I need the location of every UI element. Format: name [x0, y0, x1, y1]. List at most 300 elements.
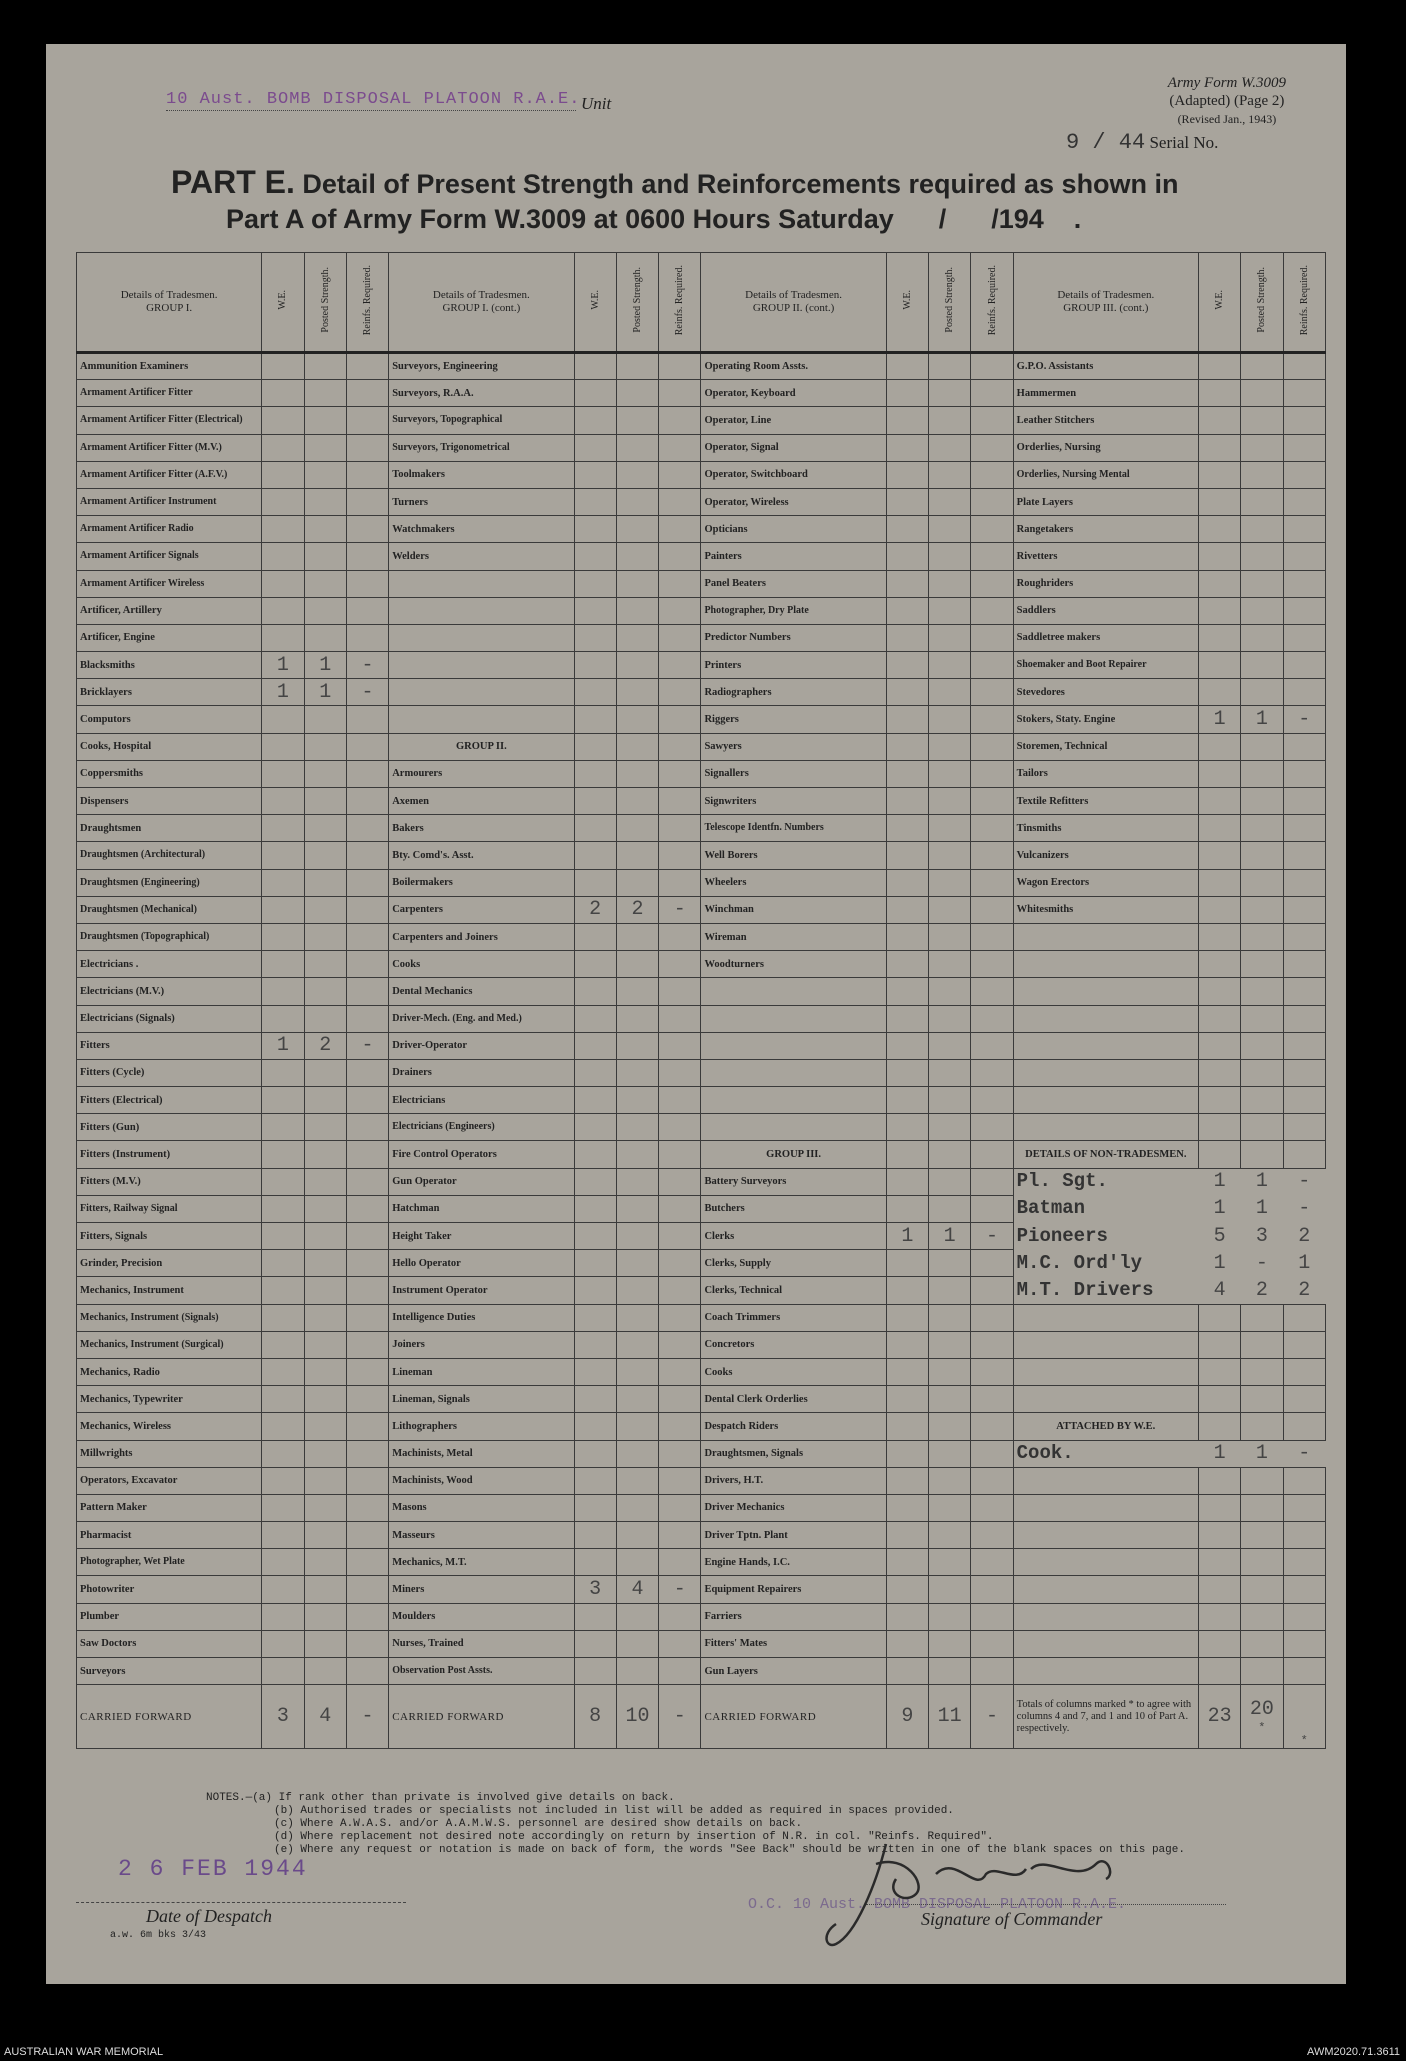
- reinfs-label: Reinfs. Required.: [362, 264, 374, 336]
- posted-value: [616, 353, 658, 380]
- posted-value: [304, 1304, 346, 1331]
- trade-name: Bricklayers: [77, 679, 262, 706]
- trade-name: [1013, 1331, 1198, 1358]
- reinfs-value: [346, 488, 388, 515]
- posted-value: [1241, 488, 1283, 515]
- we-value: [262, 488, 304, 515]
- trade-name: Orderlies, Nursing Mental: [1013, 461, 1198, 488]
- we-value: [262, 624, 304, 651]
- trade-name: Radiographers: [701, 679, 886, 706]
- we-value: [1198, 978, 1240, 1005]
- trade-name: Mechanics, Instrument (Signals): [77, 1304, 262, 1331]
- we-value: [262, 760, 304, 787]
- posted-value: [304, 1195, 346, 1222]
- we-value: 1: [1213, 1442, 1226, 1466]
- reinfs-value: [346, 1141, 388, 1168]
- posted-value: [929, 1603, 971, 1630]
- we-value: [886, 1549, 928, 1576]
- posted-value: [929, 1467, 971, 1494]
- trade-name: Boilermakers: [389, 869, 574, 896]
- posted-value: [1241, 869, 1283, 896]
- posted-value: [1241, 923, 1283, 950]
- trade-name: Stevedores: [1013, 679, 1198, 706]
- reinfs-value: [971, 353, 1013, 380]
- posted-value: [616, 1467, 658, 1494]
- reinfs-value: [971, 516, 1013, 543]
- reinfs-value: [971, 1331, 1013, 1358]
- posted-value: [1241, 1549, 1283, 1576]
- serial-value: 9 / 44: [1066, 130, 1146, 155]
- reinfs-value: [971, 407, 1013, 434]
- trade-name: [1013, 1658, 1198, 1685]
- trade-name: Mechanics, Instrument: [77, 1277, 262, 1304]
- posted-value: [304, 978, 346, 1005]
- totals-posted-value: 20: [1249, 1698, 1274, 1722]
- title-line-1: [171, 164, 1179, 201]
- reinfs-value: [971, 488, 1013, 515]
- cf-g3-posted: 11: [929, 1685, 971, 1749]
- trade-name: [389, 624, 574, 651]
- posted-value: [616, 1304, 658, 1331]
- we-value: 1: [1213, 1197, 1226, 1221]
- we-value: [574, 1114, 616, 1141]
- reinfs-value: [1283, 1059, 1325, 1086]
- posted-value: [1241, 1630, 1283, 1657]
- posted-value: [304, 380, 346, 407]
- we-value: [574, 1005, 616, 1032]
- note-line: (d) Where replacement not desired note accordingly on return by insertion of N.R. in col. "Reinfs. Required".: [274, 1831, 994, 1843]
- we-value: [886, 1059, 928, 1086]
- reinfs-value: [1283, 1522, 1325, 1549]
- posted-value: [616, 434, 658, 461]
- posted-value: [616, 1114, 658, 1141]
- trade-name: [1013, 1032, 1198, 1059]
- we-value: [574, 706, 616, 733]
- col-we: [886, 253, 928, 353]
- posted-value: [1241, 978, 1283, 1005]
- table-row: [77, 570, 1326, 597]
- posted-value: [616, 788, 658, 815]
- we-value: [886, 760, 928, 787]
- we-value: [574, 1195, 616, 1222]
- posted-value: [929, 760, 971, 787]
- posted-value: [1241, 1304, 1283, 1331]
- cf-g2-posted: 10: [616, 1685, 658, 1749]
- trade-name: Nurses, Trained: [389, 1630, 574, 1657]
- posted-label: Posted Strength.: [944, 267, 956, 333]
- posted-value: [929, 1277, 971, 1304]
- trade-name: [389, 679, 574, 706]
- trade-name: Riggers: [701, 706, 886, 733]
- we-label: W.E.: [277, 290, 289, 310]
- trade-name: Gun Layers: [701, 1658, 886, 1685]
- trade-name: Dental Mechanics: [389, 978, 574, 1005]
- we-value: [574, 1087, 616, 1114]
- trade-name: Intelligence Duties: [389, 1304, 574, 1331]
- reinfs-value: [1283, 1549, 1325, 1576]
- posted-value: [616, 516, 658, 543]
- reinfs-value: [346, 516, 388, 543]
- posted-value: [304, 1630, 346, 1657]
- reinfs-value: [1283, 815, 1325, 842]
- posted-value: [929, 951, 971, 978]
- posted-value: [1241, 1059, 1283, 1086]
- trade-name: Armament Artificer Fitter (A.F.V.): [77, 461, 262, 488]
- reinfs-value: [346, 1223, 388, 1250]
- trade-name: Grinder, Precision: [77, 1250, 262, 1277]
- reinfs-value: [1283, 353, 1325, 380]
- archive-right: AWM2020.71.3611: [1307, 2046, 1400, 2058]
- reinfs-value: [1283, 1467, 1325, 1494]
- reinfs-value: [346, 760, 388, 787]
- we-value: [886, 353, 928, 380]
- posted-value: [616, 1658, 658, 1685]
- posted-value: [616, 1440, 658, 1467]
- table-row: [77, 923, 1326, 950]
- we-value: [262, 1277, 304, 1304]
- we-value: [1198, 815, 1240, 842]
- trade-name: [1013, 951, 1198, 978]
- trade-name: Well Borers: [701, 842, 886, 869]
- trade-name: Stokers, Staty. Engine: [1013, 706, 1198, 733]
- reinfs-value: [659, 1386, 701, 1413]
- trade-name: Drivers, H.T.: [701, 1467, 886, 1494]
- note-line: (c) Where A.W.A.S. and/or A.A.M.W.S. personnel are desired show details on back.: [274, 1818, 803, 1830]
- posted-value: [929, 706, 971, 733]
- trade-name: Axemen: [389, 788, 574, 815]
- trade-name: Fitters (Gun): [77, 1114, 262, 1141]
- posted-value: [1241, 1576, 1283, 1603]
- trade-name: Whitesmiths: [1013, 896, 1198, 923]
- we-value: [574, 1331, 616, 1358]
- trade-name: Gun Operator: [389, 1168, 574, 1195]
- trade-name: Woodturners: [701, 951, 886, 978]
- reinfs-value: [971, 869, 1013, 896]
- reinfs-value: [659, 1494, 701, 1521]
- reinfs-value: [659, 1250, 701, 1277]
- we-value: [1198, 760, 1240, 787]
- we-value: [262, 1658, 304, 1685]
- col-posted: [929, 253, 971, 353]
- posted-value: [616, 1413, 658, 1440]
- trade-name: Fitters (M.V.): [77, 1168, 262, 1195]
- trade-name: Leather Stitchers: [1013, 407, 1198, 434]
- trade-name: [701, 1032, 886, 1059]
- posted-value: [304, 624, 346, 651]
- posted-value: 2: [616, 896, 658, 923]
- posted-value: [616, 652, 658, 679]
- trade-name: Batman: [1016, 1197, 1086, 1220]
- posted-value: [304, 488, 346, 515]
- trade-name: Draughtsmen (Architectural): [77, 842, 262, 869]
- we-value: [262, 1549, 304, 1576]
- reinfs-value: [659, 923, 701, 950]
- table-row: [77, 896, 1326, 923]
- posted-value: [929, 788, 971, 815]
- posted-value: 1: [304, 652, 346, 679]
- trade-name: [389, 597, 574, 624]
- reinfs-value: [346, 788, 388, 815]
- posted-value: [929, 1195, 971, 1222]
- we-value: [1198, 1141, 1240, 1168]
- posted-value: [616, 1223, 658, 1250]
- unit-label: Unit: [581, 94, 612, 113]
- table-row: [77, 706, 1326, 733]
- we-value: [886, 1386, 928, 1413]
- table-row: [77, 1467, 1326, 1494]
- trade-name: Lineman: [389, 1358, 574, 1385]
- reinfs-value: [971, 1195, 1013, 1222]
- reinfs-value: [659, 1413, 701, 1440]
- reinfs-value: [346, 353, 388, 380]
- posted-value: [304, 760, 346, 787]
- reinfs-value: [971, 1358, 1013, 1385]
- cf-g2-we: 8: [574, 1685, 616, 1749]
- form-adapted: (Adapted) (Page 2): [1169, 93, 1285, 109]
- we-value: [886, 407, 928, 434]
- reinfs-value: [346, 1440, 388, 1467]
- reinfs-value: [346, 1386, 388, 1413]
- reinfs-value: [1283, 1005, 1325, 1032]
- posted-value: [1241, 951, 1283, 978]
- posted-value: [616, 760, 658, 787]
- reinfs-value: [971, 1494, 1013, 1521]
- group-label: GROUP I.: [146, 302, 193, 314]
- we-value: [574, 570, 616, 597]
- reinfs-value: [346, 1005, 388, 1032]
- we-value: 2: [574, 896, 616, 923]
- reinfs-value: [659, 1603, 701, 1630]
- posted-value: [304, 1658, 346, 1685]
- posted-value: [304, 869, 346, 896]
- we-value: [574, 1032, 616, 1059]
- posted-value: [929, 1032, 971, 1059]
- reinfs-value: [971, 1386, 1013, 1413]
- posted-value: [929, 380, 971, 407]
- trade-name: [1013, 1576, 1198, 1603]
- posted-value: [304, 570, 346, 597]
- trade-name: Textile Refitters: [1013, 788, 1198, 815]
- trade-name: Machinists, Wood: [389, 1467, 574, 1494]
- reinfs-value: [1283, 1630, 1325, 1657]
- we-value: [574, 407, 616, 434]
- trade-name: Draughtsmen (Engineering): [77, 869, 262, 896]
- posted-value: [1241, 1494, 1283, 1521]
- reinfs-value: [346, 1630, 388, 1657]
- we-value: 1: [886, 1223, 928, 1250]
- reinfs-label: Reinfs. Required.: [1298, 264, 1310, 336]
- table-body: [77, 353, 1326, 1685]
- table-row: [77, 978, 1326, 1005]
- col-reinfs: [1283, 253, 1325, 353]
- we-value: [262, 1467, 304, 1494]
- reinfs-value: [971, 1440, 1013, 1467]
- we-value: [1198, 679, 1240, 706]
- we-value: [886, 1494, 928, 1521]
- we-label: W.E.: [901, 290, 913, 310]
- col-reinfs: [346, 253, 388, 353]
- we-value: [1198, 1005, 1240, 1032]
- trade-name: M.T. Drivers: [1016, 1278, 1154, 1301]
- trade-name: Lithographers: [389, 1413, 574, 1440]
- trade-name: Driver Tptn. Plant: [701, 1522, 886, 1549]
- reinfs-value: [1283, 1603, 1325, 1630]
- posted-value: [616, 380, 658, 407]
- trade-name: Wireman: [701, 923, 886, 950]
- we-value: [1198, 869, 1240, 896]
- posted-value: [1241, 733, 1283, 760]
- trade-name: Mechanics, Wireless: [77, 1413, 262, 1440]
- we-value: [574, 1603, 616, 1630]
- posted-value: [616, 1603, 658, 1630]
- reinfs-value: -: [346, 1032, 388, 1059]
- trade-name: Driver-Operator: [389, 1032, 574, 1059]
- table-row: [77, 543, 1326, 570]
- we-value: [886, 1467, 928, 1494]
- posted-value: [616, 1195, 658, 1222]
- reinfs-value: [659, 1005, 701, 1032]
- reinfs-value: [659, 706, 701, 733]
- trade-name: Operating Room Assts.: [701, 353, 886, 380]
- star-mark: *: [1258, 1721, 1266, 1736]
- we-value: [574, 1413, 616, 1440]
- trade-name: GROUP III.: [701, 1141, 886, 1168]
- reinfs-value: [346, 407, 388, 434]
- trade-name: Hammermen: [1013, 380, 1198, 407]
- reinfs-value: [346, 1331, 388, 1358]
- reinfs-value: [971, 652, 1013, 679]
- we-value: [1198, 733, 1240, 760]
- posted-value: [1241, 1331, 1283, 1358]
- table-row: [77, 1413, 1326, 1440]
- we-value: 1: [262, 679, 304, 706]
- posted-value: [304, 1250, 346, 1277]
- posted-value: [929, 1141, 971, 1168]
- trade-name: [701, 1087, 886, 1114]
- posted-value: [304, 1576, 346, 1603]
- reinfs-value: [659, 1549, 701, 1576]
- details-label: Details of Tradesmen.: [120, 289, 218, 301]
- we-value: [886, 516, 928, 543]
- reinfs-value: [1283, 1576, 1325, 1603]
- posted-value: [929, 652, 971, 679]
- we-value: [262, 815, 304, 842]
- reinfs-value: -: [1283, 706, 1325, 733]
- trade-name: Draughtsmen, Signals: [701, 1440, 886, 1467]
- we-value: [1198, 461, 1240, 488]
- we-value: [574, 978, 616, 1005]
- posted-value: 1: [1241, 706, 1283, 733]
- we-value: [1198, 570, 1240, 597]
- we-value: [262, 1195, 304, 1222]
- reinfs-value: [971, 597, 1013, 624]
- table-row: [77, 1522, 1326, 1549]
- reinfs-value: [659, 516, 701, 543]
- we-value: [262, 733, 304, 760]
- posted-value: [304, 353, 346, 380]
- carried-forward-label: CARRIED FORWARD: [701, 1685, 886, 1749]
- form-revised: (Revised Jan., 1943): [1177, 112, 1277, 126]
- posted-value: [304, 815, 346, 842]
- table-row: [77, 1549, 1326, 1576]
- posted-value: [929, 978, 971, 1005]
- trade-name: [1013, 1087, 1198, 1114]
- trade-name: [1013, 1603, 1198, 1630]
- posted-value: [929, 896, 971, 923]
- posted-value: 1: [1255, 1442, 1268, 1466]
- reinfs-value: [346, 706, 388, 733]
- posted-value: [1241, 1386, 1283, 1413]
- reinfs-value: [659, 1168, 701, 1195]
- we-label: W.E.: [589, 290, 601, 310]
- we-value: [1198, 1059, 1240, 1086]
- we-value: [886, 1114, 928, 1141]
- posted-value: [304, 1603, 346, 1630]
- we-value: 1: [1213, 1170, 1226, 1194]
- reinfs-value: [971, 679, 1013, 706]
- reinfs-value: [346, 1114, 388, 1141]
- we-value: [574, 733, 616, 760]
- posted-value: [1241, 570, 1283, 597]
- trade-name: Saw Doctors: [77, 1630, 262, 1657]
- cf-g1-posted: 4: [304, 1685, 346, 1749]
- posted-value: [929, 597, 971, 624]
- serial-number: [1066, 130, 1218, 155]
- reinfs-value: [971, 1114, 1013, 1141]
- trade-name: Butchers: [701, 1195, 886, 1222]
- we-value: [574, 1059, 616, 1086]
- posted-value: [1241, 1658, 1283, 1685]
- posted-value: [616, 543, 658, 570]
- trade-name: Armament Artificer Wireless: [77, 570, 262, 597]
- reinfs-value: [346, 1304, 388, 1331]
- reinfs-value: [659, 624, 701, 651]
- posted-value: 1: [304, 679, 346, 706]
- trade-name: G.P.O. Assistants: [1013, 353, 1198, 380]
- table-row: [77, 733, 1326, 760]
- reinfs-value: [971, 788, 1013, 815]
- posted-value: [929, 1005, 971, 1032]
- reinfs-value: -: [1298, 1442, 1311, 1466]
- table-row: [77, 1358, 1326, 1385]
- we-value: [1198, 1467, 1240, 1494]
- posted-value: [304, 1223, 346, 1250]
- table-row: [77, 624, 1326, 651]
- we-value: [886, 1141, 928, 1168]
- reinfs-value: [971, 733, 1013, 760]
- posted-value: 4: [616, 1576, 658, 1603]
- posted-value: [929, 815, 971, 842]
- trade-name: Draughtsmen (Mechanical): [77, 896, 262, 923]
- reinfs-value: [971, 706, 1013, 733]
- posted-value: [616, 570, 658, 597]
- we-value: [262, 1250, 304, 1277]
- posted-value: [616, 1250, 658, 1277]
- print-code: a.w. 6m bks 3/43: [110, 1930, 207, 1941]
- posted-value: [304, 1494, 346, 1521]
- table-row: [77, 1168, 1326, 1195]
- posted-value: [304, 1087, 346, 1114]
- cf-g3-we: 9: [886, 1685, 928, 1749]
- we-value: [574, 1250, 616, 1277]
- posted-value: [1241, 597, 1283, 624]
- trade-name: Photographer, Dry Plate: [701, 597, 886, 624]
- reinfs-value: [659, 543, 701, 570]
- we-value: [574, 461, 616, 488]
- we-value: 1: [262, 652, 304, 679]
- reinfs-value: -: [346, 652, 388, 679]
- trade-name: Operator, Switchboard: [701, 461, 886, 488]
